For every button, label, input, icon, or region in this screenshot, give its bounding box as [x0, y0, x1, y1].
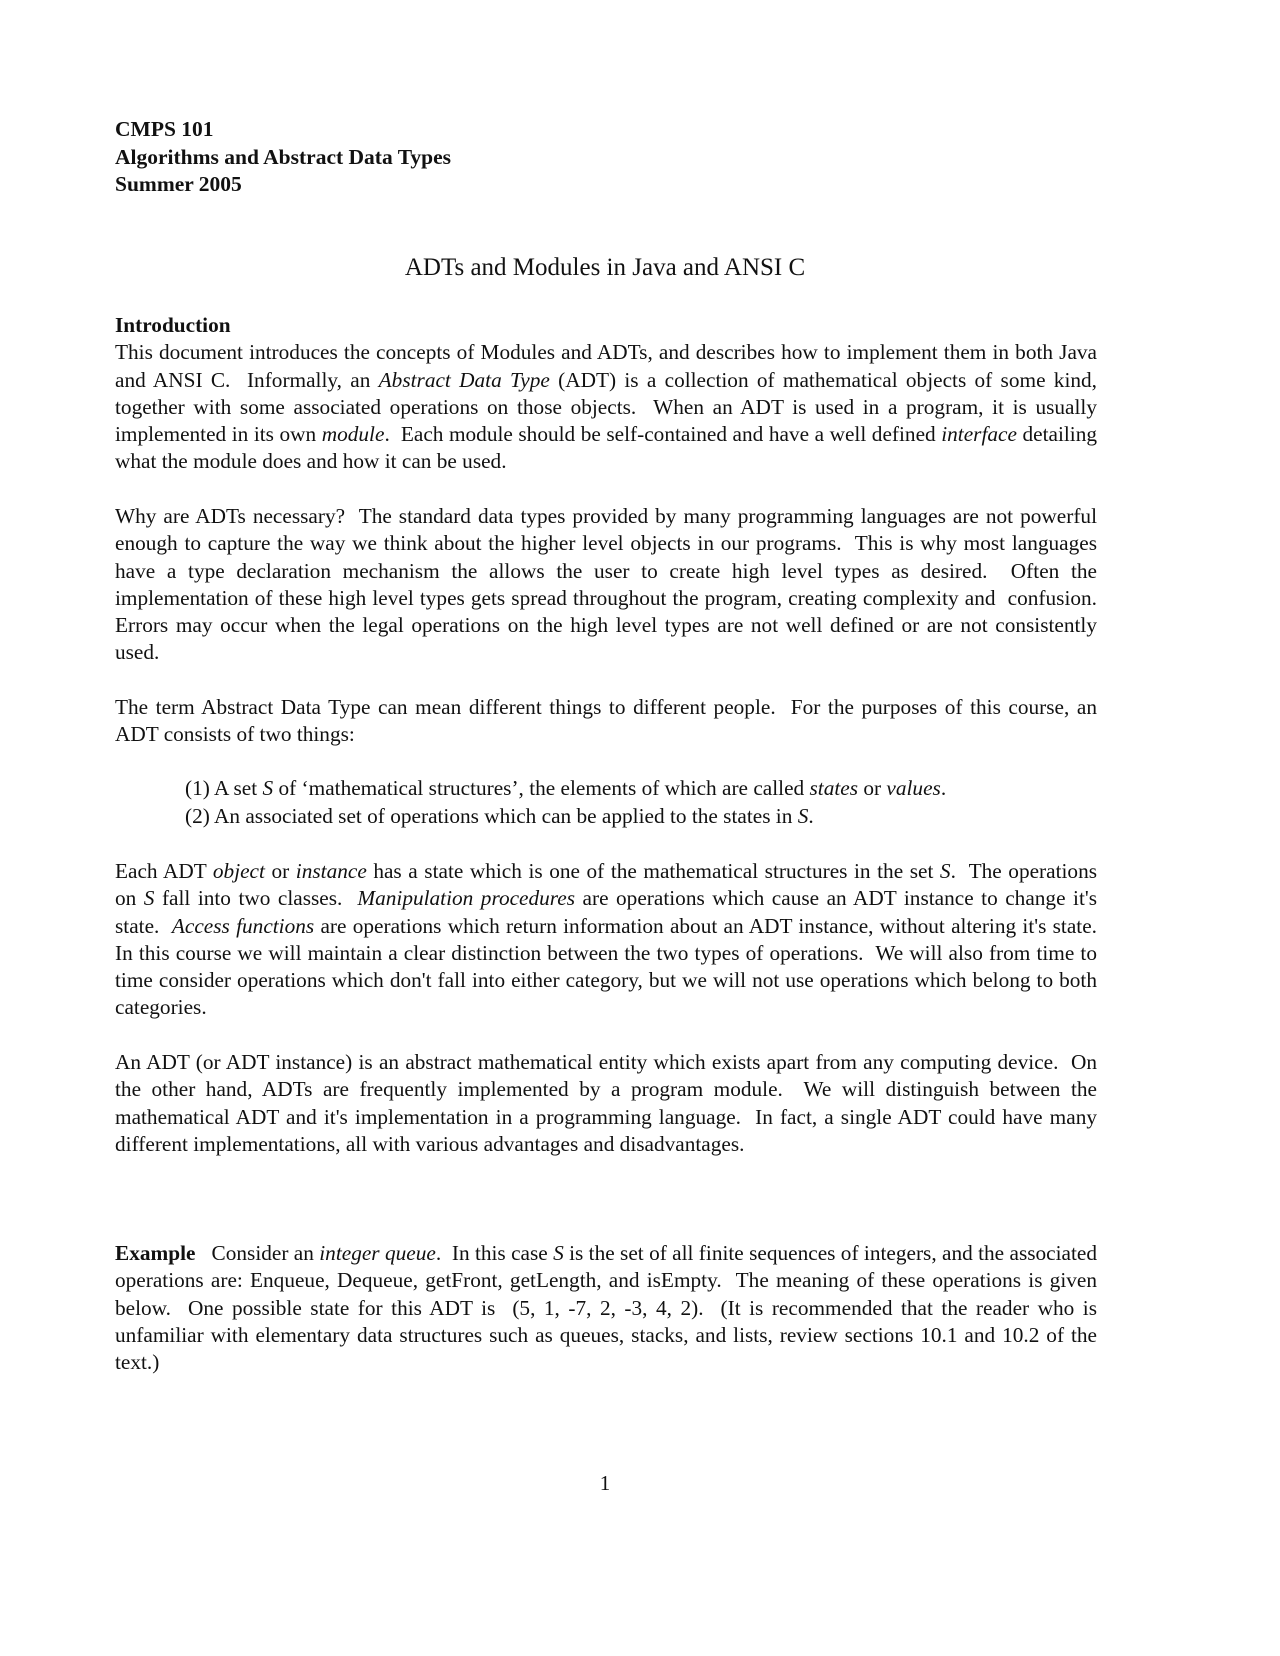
- italic-run: Manipulation procedures: [357, 886, 576, 911]
- italic-run: S: [553, 1241, 564, 1265]
- italic-run: Abstract Data Type: [378, 367, 550, 392]
- example-paragraph: [115, 1240, 1103, 1376]
- course-term: Summer 2005: [115, 172, 242, 196]
- text-run: . In this case: [435, 1241, 554, 1265]
- course-title: Algorithms and Abstract Data Types: [115, 144, 452, 169]
- list-item: [185, 775, 1097, 803]
- text-run: .: [940, 776, 947, 800]
- text-run: has a state which is one of the mathematical structures in the set: [366, 859, 940, 883]
- text-run: is the set of all finite sequences of integers, and the associated operations are: Enqueue, Dequeue, getFront, getLength, and isEmpty. The meaning of these operations is given below. One possible state for this ADT is (5, 1, -7, 2, -3, 4, 2). (It is recommended that the reader who is unfamiliar with elementary data structures such as queues, stacks, and lists, review sections 10.1 and 10.2 of the text.): [115, 1241, 1103, 1375]
- text-run: Each ADT: [115, 859, 213, 883]
- italic-run: object: [212, 859, 265, 883]
- document-title: ADTs and Modules in Java and ANSI C: [404, 254, 806, 281]
- text-run: or: [264, 859, 296, 883]
- text-run: are operations which cause an ADT instance to change it's state.: [115, 886, 1103, 938]
- text-run: (2) An associated set of operations which can be applied to the states in: [185, 803, 798, 828]
- text-run: of ‘mathematical structures’, the elements of which are called: [273, 776, 810, 800]
- text-run: or: [858, 776, 887, 800]
- introduction-section: [115, 312, 1103, 476]
- text-run: . The operations on: [115, 859, 1103, 911]
- text-run: (ADT) is a collection of mathematical objects of some kind, together with some associated operations on those objects. When an ADT is used in a program, it is usually implemented in its own: [115, 367, 1103, 447]
- introduction-paragraph-5: [115, 1049, 1103, 1158]
- text-run: detailing what the module does and how it can be used.: [115, 422, 1103, 474]
- text-run: fall into two classes.: [154, 886, 358, 911]
- adt-components-list: [185, 775, 1097, 830]
- italic-run: S: [143, 886, 155, 911]
- italic-run: module: [321, 422, 385, 447]
- italic-run: integer queue: [319, 1241, 436, 1265]
- introduction-paragraph-1: [115, 339, 1103, 475]
- text-run: This document introduces the concepts of Modules and ADTs, and describes how to implement them in both Java and ANSI C. Informally, an: [115, 340, 1103, 392]
- text-run: .: [808, 803, 814, 828]
- introduction-paragraph-4: [115, 858, 1108, 1022]
- introduction-paragraph-2: [115, 503, 1108, 667]
- introduction-heading: Introduction: [115, 313, 231, 337]
- page-number: 1: [599, 1471, 611, 1495]
- text-run: The term Abstract Data Type can mean different things to different people. For the purposes of this course, an ADT consists of two things:: [115, 695, 1102, 747]
- italic-run: S: [262, 776, 274, 800]
- list-item: [185, 803, 1097, 831]
- text-run: (1) A set: [185, 776, 263, 800]
- italic-run: values: [886, 776, 941, 800]
- bold-run: Example: [115, 1241, 196, 1265]
- text-run: are operations which return information about an ADT instance, without altering it's state. In this course we will maintain a clear distinction between the two types of operations. We will also from time to time consider operations which don't fall into either category, but we will not use operations which belong to both categories.: [115, 913, 1108, 1020]
- italic-run: states: [809, 776, 859, 800]
- italic-run: S: [797, 803, 809, 828]
- text-run: Why are ADTs necessary? The standard data types provided by many programming languages are not powerful enough to capture the way we think about the higher level objects in our programs. This is why most languages have a type declaration mechanism the allows the user to create high level types as desired. Often the implementation of these high level types gets spread throughout the program, creating complexity and confusion. Errors may occur when the legal operations on the high level types are not well defined or are not consistently used.: [115, 504, 1108, 665]
- course-number: CMPS 101: [115, 117, 214, 141]
- text-run: An ADT (or ADT instance) is an abstract mathematical entity which exists apart from any computing device. On the other hand, ADTs are frequently implemented by a program module. We will distinguish between the mathematical ADT and it's implementation in a programming language. In fact, a single ADT could have many different implementations, all with various advantages and disadvantages.: [115, 1050, 1103, 1156]
- text-run: Consider an: [195, 1241, 320, 1265]
- text-run: . Each module should be self-contained and have a well defined: [384, 422, 942, 447]
- italic-run: interface: [941, 422, 1017, 447]
- italic-run: instance: [295, 859, 367, 883]
- introduction-paragraph-3: [115, 694, 1102, 749]
- italic-run: S: [939, 859, 951, 883]
- italic-run: Access functions: [171, 913, 315, 938]
- course-header: [115, 116, 451, 199]
